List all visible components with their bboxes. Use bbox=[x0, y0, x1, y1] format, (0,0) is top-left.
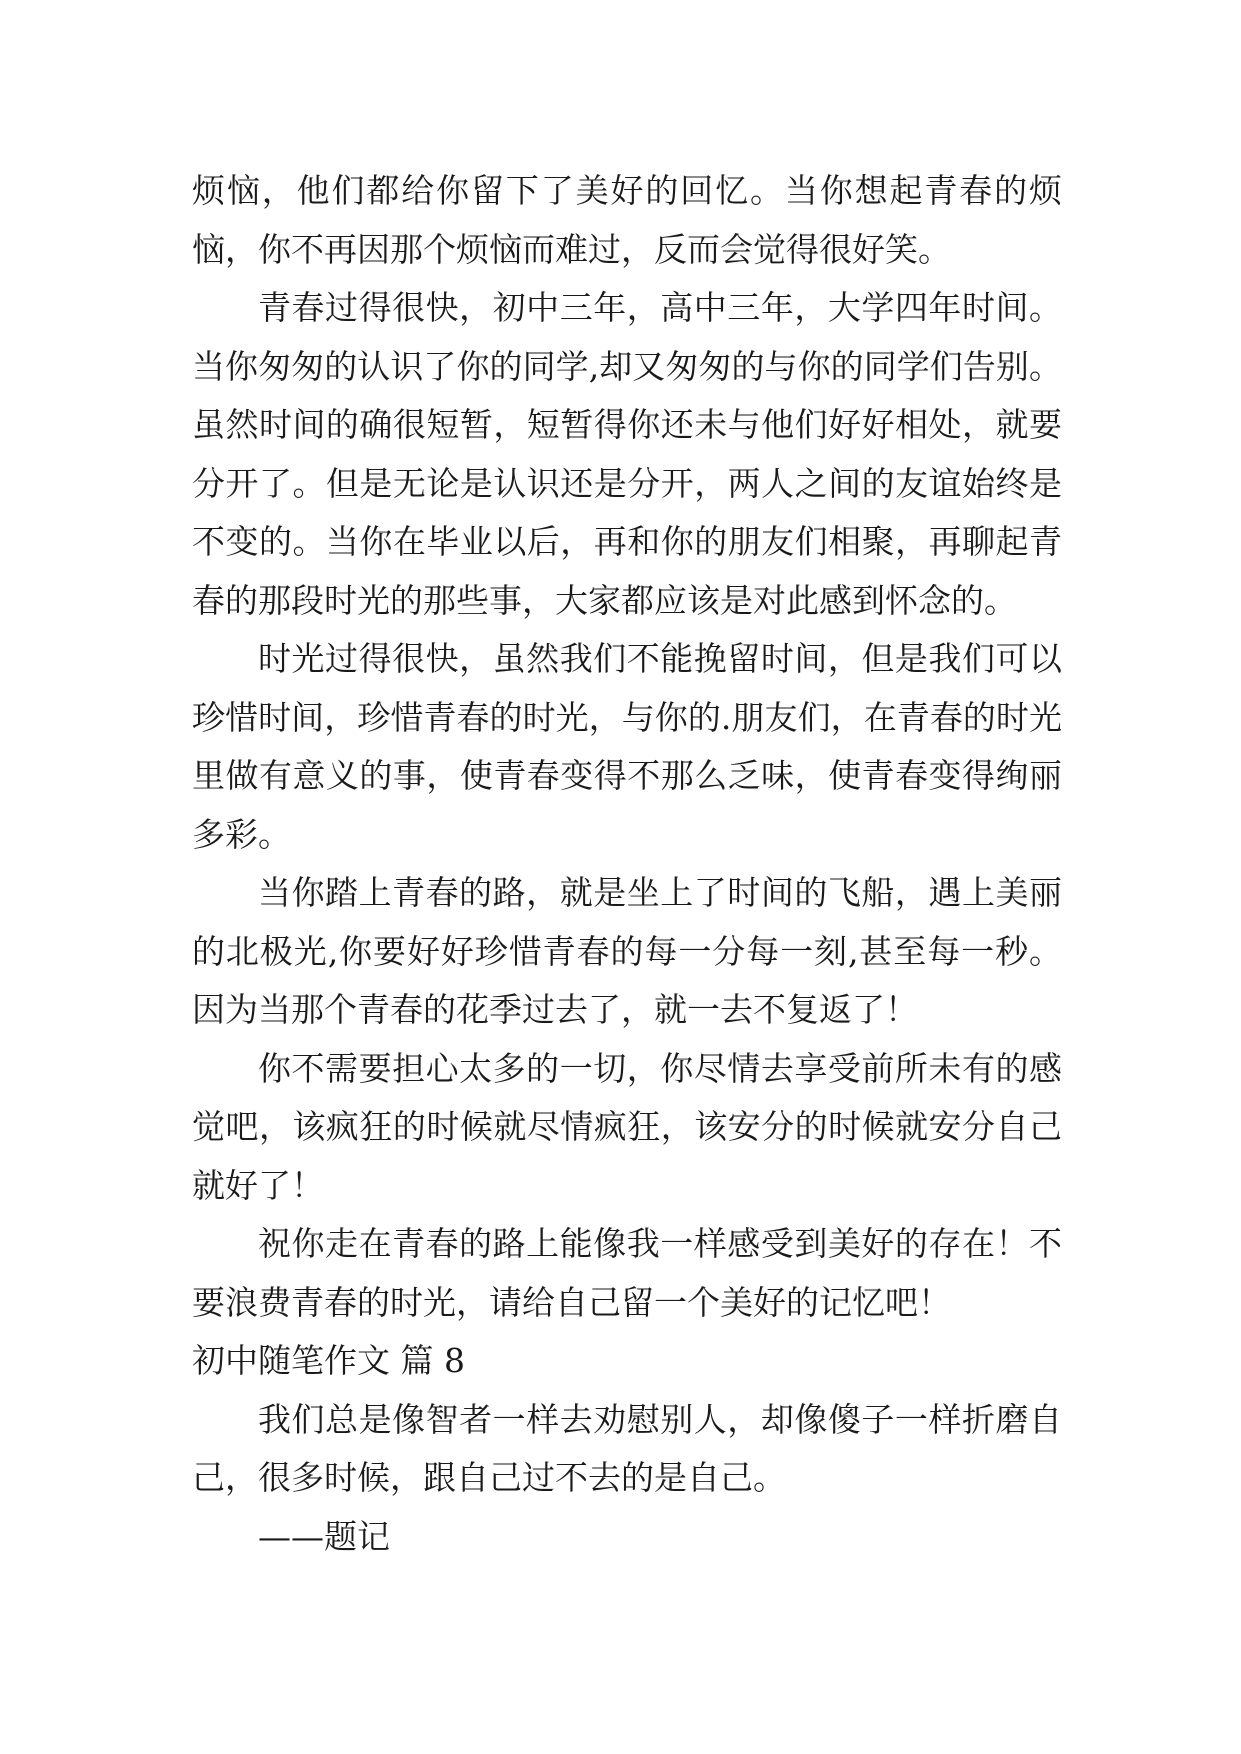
paragraph-wise-fool: 我们总是像智者一样去劝慰别人，却像傻子一样折磨自己，很多时候，跟自己过不去的是自己。 bbox=[192, 1399, 1062, 1497]
epigraph-note: ——题记 bbox=[258, 1516, 390, 1556]
paragraph-wish: 祝你走在青春的路上能像我一样感受到美好的存在！不要浪费青春的时光，请给自己留一个美好的记忆吧！ bbox=[192, 1224, 1062, 1322]
paragraph-youth-road: 当你踏上青春的路，就是坐上了时间的飞船，遇上美丽的北极光,你要好好珍惜青春的每一分每一刻,甚至每一秒。因为当那个青春的花季过去了，就一去不复返了！ bbox=[192, 873, 1062, 1029]
section-heading: 初中随笔作文 篇 8 bbox=[192, 1341, 465, 1380]
paragraph-continued: 烦恼，他们都给你留下了美好的回忆。当你想起青春的烦恼，你不再因那个烦恼而难过，反而会觉得很好笑。 bbox=[192, 171, 1062, 269]
document-body bbox=[192, 162, 1062, 1566]
paragraph-no-worry: 你不需要担心太多的一切，你尽情去享受前所未有的感觉吧，该疯狂的时候就尽情疯狂，该安分的时候就安分自己就好了！ bbox=[192, 1048, 1062, 1205]
paragraph-cherish-time: 时光过得很快，虽然我们不能挽留时间，但是我们可以珍惜时间，珍惜青春的时光，与你的.朋友们，在青春的时光里做有意义的事，使青春变得不那么乏味，使青春变得绚丽多彩。 bbox=[192, 639, 1062, 854]
paragraph-youth-fast: 青春过得很快，初中三年，高中三年，大学四年时间。当你匆匆的认识了你的同学,却又匆匆的与你的同学们告别。虽然时间的确很短暂，短暂得你还未与他们好好相处，就要分开了。但是无论是认识还是分开，两人之间的友谊始终是不变的。当你在毕业以后，再和你的朋友们相聚，再聊起青春的那段时光的那些事，大家都应该是对此感到怀念的。 bbox=[192, 288, 1062, 620]
